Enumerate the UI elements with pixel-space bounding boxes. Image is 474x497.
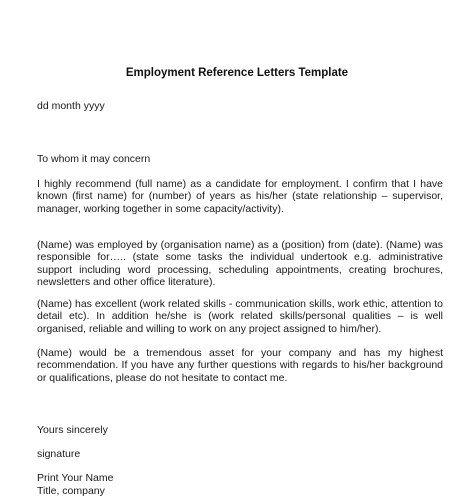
signature: signature bbox=[37, 448, 81, 460]
paragraph-skills: (Name) has excellent (work related skills - communication skills, work ethic, attention to detail etc). In addition he/she is (work related skills/personal qualities – is well organised, reliable and willing to work on any project assigned to him/her). bbox=[37, 298, 443, 335]
paragraph-introduction: I highly recommend (full name) as a candidate for employment. I confirm that I have known (first name) for (number) of years as his/her (state relationship – supervisor, manager, working together in some capacity/activity). bbox=[37, 178, 443, 215]
salutation: To whom it may concern bbox=[37, 153, 151, 165]
letter-date: dd month yyyy bbox=[37, 100, 105, 112]
paragraph-employment: (Name) was employed by (organisation name) as a (position) from (date). (Name) was responsible for….. (state some tasks the individual undertook e.g. administrative support including word processing, scheduling appointments, creating brochures, newsletters and other office literature). bbox=[37, 239, 443, 289]
paragraph-recommendation: (Name) would be a tremendous asset for your company and has my highest recommendation. If you have any further questions with regards to his/her background or qualifications, please do not hesitate to contact me. bbox=[37, 347, 443, 384]
document-title: Employment Reference Letters Template bbox=[125, 67, 349, 79]
closing: Yours sincerely bbox=[37, 424, 108, 436]
title-company: Title, company bbox=[37, 485, 105, 497]
print-name: Print Your Name bbox=[37, 472, 114, 484]
